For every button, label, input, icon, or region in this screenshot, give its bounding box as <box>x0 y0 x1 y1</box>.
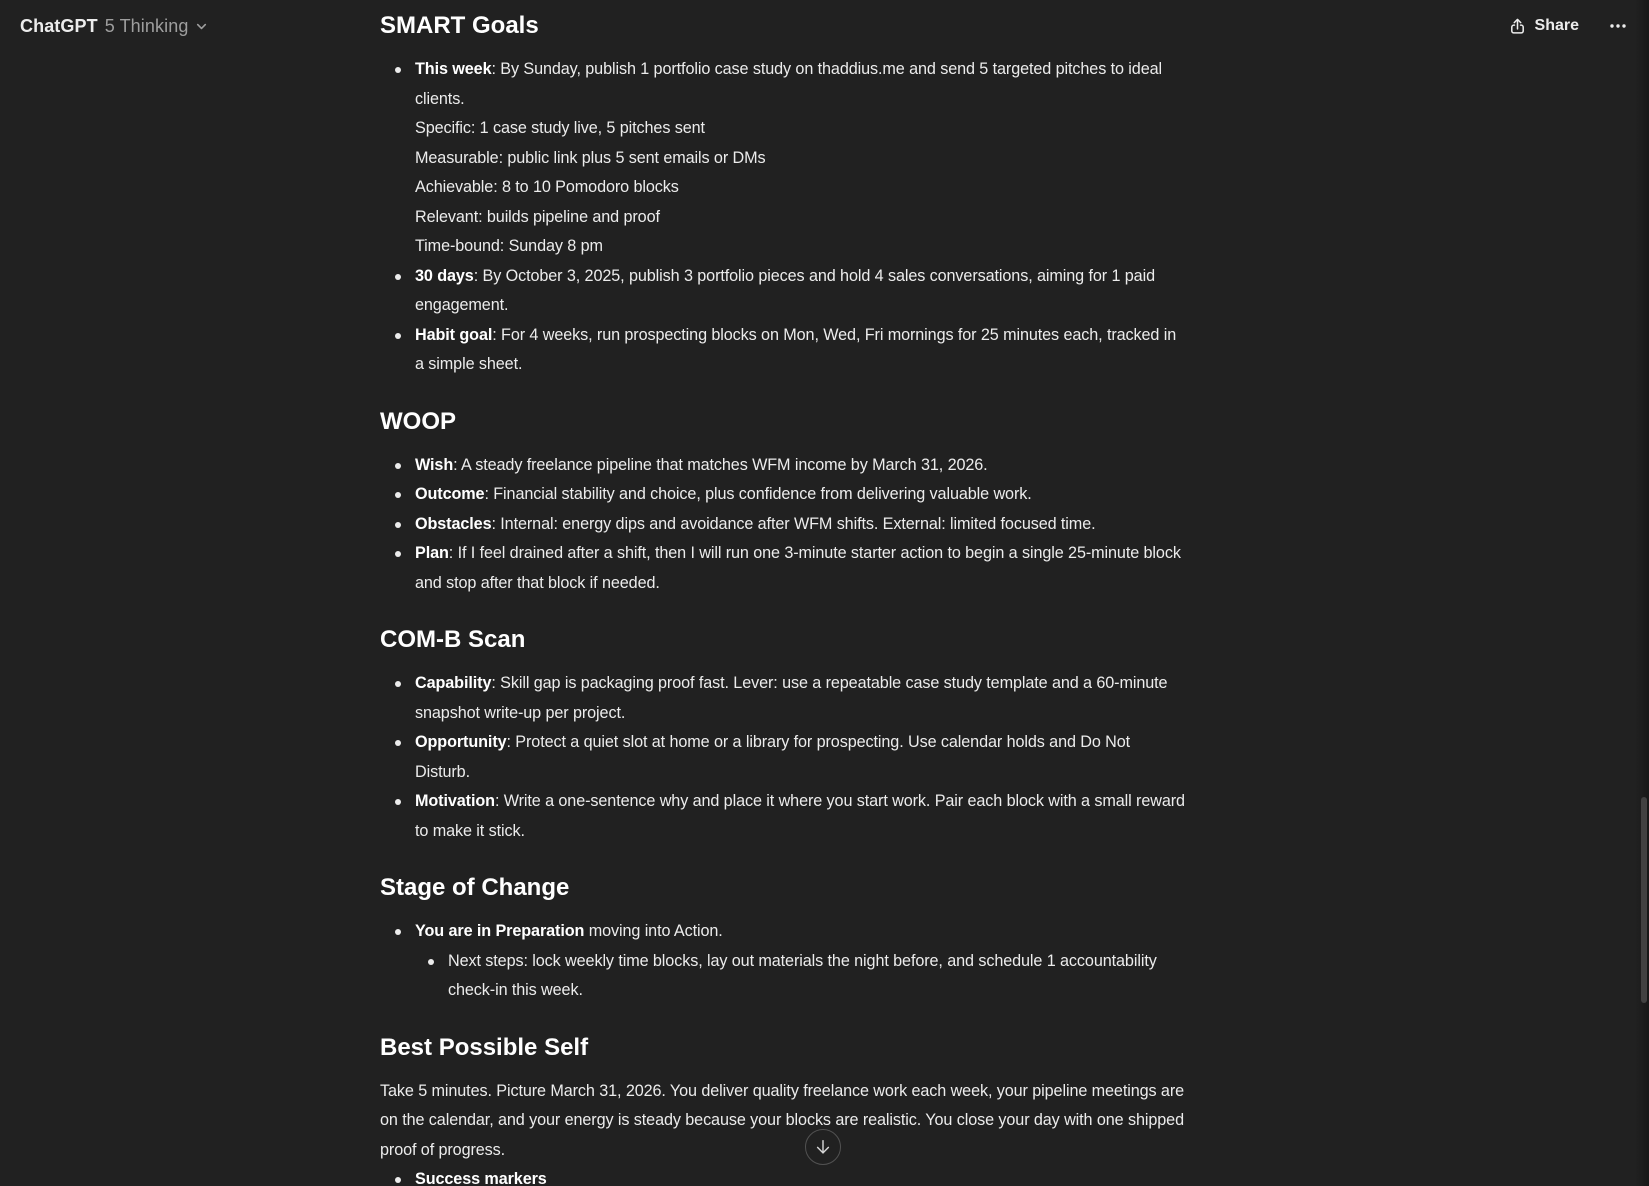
list-item: Outcome: Financial stability and choice, plus confidence from delivering valuable work. <box>380 480 1185 510</box>
list-item: Motivation: Write a one-sentence why and place it where you start work. Pair each block with a small reward to make it stick. <box>380 787 1185 846</box>
detail-line: Measurable: public link plus 5 sent emails or DMs <box>415 148 766 167</box>
bullet-list <box>380 917 1185 1006</box>
app-name: ChatGPT <box>20 15 98 36</box>
bullet-list <box>380 1165 1185 1186</box>
share-label: Share <box>1534 17 1579 34</box>
bullet-list <box>380 669 1185 846</box>
list-item <box>380 1165 1185 1186</box>
chevron-down-icon <box>195 20 208 33</box>
scrollbar-thumb[interactable] <box>1641 797 1647 1003</box>
detail-line: Specific: 1 case study live, 5 pitches sent <box>415 119 705 137</box>
list-item: Obstacles: Internal: energy dips and avoidance after WFM shifts. External: limited focused time. <box>380 510 1185 540</box>
item-label: Opportunity <box>415 733 507 751</box>
message-section <box>380 1032 1185 1186</box>
detail-line: Time-bound: Sunday 8 pm <box>415 237 603 255</box>
item-label: Habit goal <box>415 325 493 344</box>
top-bar <box>0 0 1649 52</box>
item-label: Motivation <box>415 792 495 810</box>
list-item: You are in Preparation moving into Action. Next steps: lock weekly time blocks, lay out materials the night before, and schedule 1 accountability check-in this week. <box>380 917 1185 1006</box>
section-heading: Best Possible Self <box>380 1033 589 1061</box>
message-section <box>380 10 1185 380</box>
list-item: Capability: Skill gap is packaging proof fast. Lever: use a repeatable case study template and a 60-minute snapshot write-up per project. <box>380 669 1185 728</box>
item-label: Wish <box>415 455 454 474</box>
list-item: Opportunity: Protect a quiet slot at home or a library for prospecting. Use calendar holds and Do Not Disturb. <box>380 728 1185 787</box>
message-section <box>380 872 1185 1006</box>
item-label: This week <box>415 60 492 78</box>
list-item: This week: By Sunday, publish 1 portfolio case study on thaddius.me and send 5 targeted pitches to ideal clients. Specific: 1 case study live, 5 pitches sent Measurable: public link plus 5 sent emails or DMs Achievable: 8 to 10 Pomodoro blocks Relevant: builds pipeline and proof Time-bound: Sunday 8 pm <box>380 55 1185 262</box>
item-label: 30 days <box>415 266 474 285</box>
more-options-button[interactable] <box>1603 11 1633 41</box>
item-label: Obstacles <box>415 514 492 533</box>
list-item: Wish: A steady freelance pipeline that matches WFM income by March 31, 2026. <box>380 451 1185 481</box>
nested-bullet-list <box>415 947 1185 1006</box>
paragraph: Take 5 minutes. Picture March 31, 2026. You deliver quality freelance work each week, your pipeline meetings are on the calendar, and your energy is steady because your blocks are realistic. You close your day with one shipped proof of progress. <box>380 1081 1185 1159</box>
message-section <box>380 624 1185 846</box>
detail-line: Achievable: 8 to 10 Pomodoro blocks <box>415 178 679 196</box>
nested-list-item: Next steps: lock weekly time blocks, lay out materials the night before, and schedule 1 accountability check-in this week. <box>415 947 1185 1006</box>
item-label: Plan <box>415 544 449 562</box>
model-selector[interactable] <box>14 12 214 41</box>
bullet-list <box>380 451 1185 599</box>
section-heading: Stage of Change <box>380 874 570 901</box>
share-button[interactable] <box>1498 11 1589 42</box>
share-icon <box>1508 17 1527 36</box>
scroll-to-bottom-button[interactable] <box>805 1129 841 1165</box>
model-name: 5 Thinking <box>104 15 189 36</box>
bullet-list <box>380 55 1185 380</box>
list-item: Habit goal: For 4 weeks, run prospecting blocks on Mon, Wed, Fri mornings for 25 minutes each, tracked in a simple sheet. <box>380 321 1185 380</box>
detail-line: Relevant: builds pipeline and proof <box>415 207 660 226</box>
item-label: Outcome <box>415 485 485 503</box>
section-heading: COM-B Scan <box>380 626 526 653</box>
top-bar-actions <box>1498 11 1633 42</box>
arrow-down-icon <box>813 1137 833 1157</box>
scrollbar-track <box>1635 0 1649 1186</box>
assistant-message <box>380 0 1185 1186</box>
list-item: Plan: If I feel drained after a shift, then I will run one 3-minute starter action to begin a single 25-minute block and stop after that block if needed. <box>380 539 1185 598</box>
ellipsis-icon <box>1608 16 1628 36</box>
item-label: Capability <box>415 674 492 692</box>
item-label: Success markers <box>415 1170 547 1186</box>
item-label: You are in Preparation <box>415 922 585 940</box>
message-section <box>380 406 1185 599</box>
section-heading: SMART Goals <box>380 12 539 39</box>
list-item: 30 days: By October 3, 2025, publish 3 portfolio pieces and hold 4 sales conversations, aiming for 1 paid engagement. <box>380 262 1185 321</box>
section-heading: WOOP <box>380 407 456 435</box>
